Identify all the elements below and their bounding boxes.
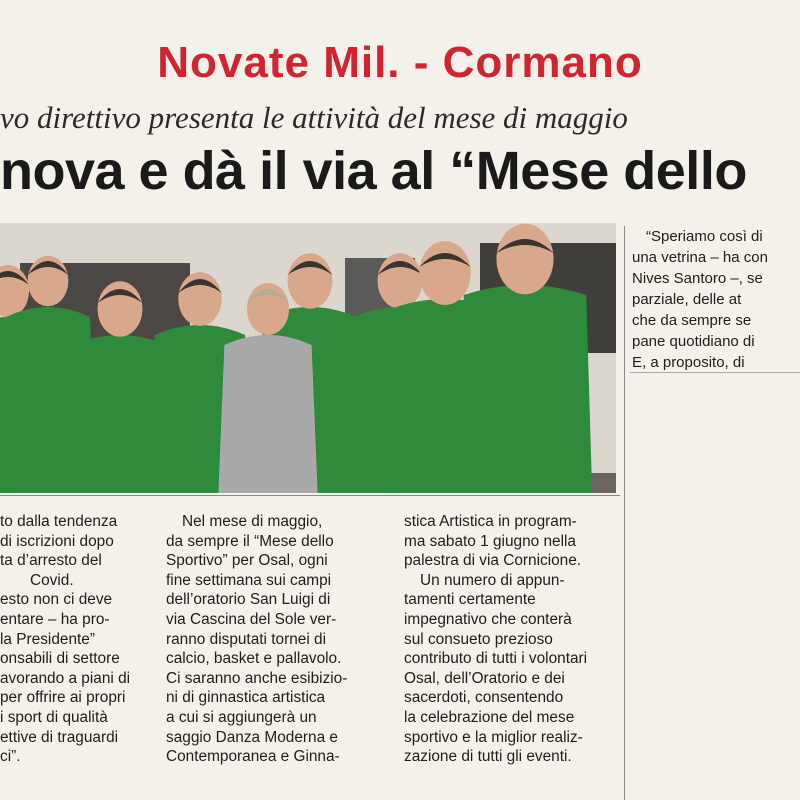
- text-line: a cui si aggiungerà un: [166, 708, 317, 726]
- text-line: la celebrazione del mese: [404, 708, 575, 726]
- text-line: Nel mese di maggio,: [182, 513, 323, 530]
- text-line: E, a proposito, di: [632, 354, 745, 371]
- rule-right-column: [624, 226, 625, 800]
- text-line: pane quotidiano di: [632, 333, 755, 350]
- text-line: fine settimana sui campi: [166, 571, 332, 589]
- text-line: entare – ha pro-: [0, 610, 110, 628]
- column-1: [0, 512, 152, 767]
- group-photo-illustration: [0, 223, 616, 493]
- person-head: [496, 224, 553, 295]
- column-3: [404, 512, 620, 767]
- text-line: per offrire ai propri: [0, 689, 126, 707]
- text-line: palestra di via Cornicione.: [404, 552, 582, 570]
- text-line: Nives Santoro –, se: [632, 270, 763, 287]
- text-line: che da sempre se: [632, 312, 752, 329]
- text-line: ci”.: [0, 748, 21, 766]
- article-headline: nova e dà il via al “Mese dello: [0, 141, 747, 201]
- text-line: onsabili di settore: [0, 650, 120, 668]
- text-line: Covid.: [30, 571, 74, 589]
- text-line: calcio, basket e pallavolo.: [166, 650, 342, 668]
- article-kicker: Novate Mil. - Cormano: [157, 38, 643, 87]
- text-line: ranno disputati tornei di: [166, 630, 326, 648]
- text-line: via Cascina del Sole ver-: [166, 610, 337, 628]
- text-line: zazione di tutti gli eventi.: [404, 748, 572, 766]
- text-line: ta d’arresto del: [0, 552, 102, 570]
- text-line: i sport di qualità: [0, 708, 108, 726]
- text-line: sul consueto prezioso: [404, 630, 553, 648]
- text-line: ettive di traguardi: [0, 728, 119, 746]
- text-line: una vetrina – ha con: [632, 249, 768, 266]
- text-line: avorando a piani di: [0, 669, 131, 687]
- article-subhead: vo direttivo presenta le attività del mese di maggio: [0, 100, 628, 135]
- text-line: Sportivo” per Osal, ogni: [166, 552, 328, 570]
- column-4: [632, 226, 800, 373]
- text-line: saggio Danza Moderna e: [166, 728, 338, 746]
- person-grey-hoodie: [218, 335, 317, 493]
- text-line: ma sabato 1 giugno nella: [404, 532, 576, 550]
- text-line: impegnativo che conterà: [404, 610, 572, 628]
- text-line: ni di ginnastica artistica: [166, 689, 326, 707]
- text-line: Contemporanea e Ginna-: [166, 748, 340, 766]
- text-line: Osal, dell’Oratorio e dei: [404, 669, 565, 687]
- text-line: esto non ci deve: [0, 591, 113, 609]
- rule-under-photo: [0, 495, 620, 496]
- text-line: Un numero di appun-: [420, 571, 565, 589]
- text-line: dell’oratorio San Luigi di: [166, 591, 331, 609]
- text-line: la Presidente”: [0, 630, 95, 648]
- text-line: Ci saranno anche esibizio-: [166, 669, 348, 687]
- text-line: parziale, delle at: [632, 291, 742, 308]
- column-2: [166, 512, 388, 767]
- text-line: sacerdoti, consentendo: [404, 689, 564, 707]
- text-line: “Speriamo così di: [646, 228, 763, 245]
- person-green-tracksuit: [458, 285, 592, 493]
- text-line: tamenti certamente: [404, 591, 536, 609]
- photo: [0, 223, 616, 493]
- text-line: to dalla tendenza: [0, 513, 118, 530]
- text-line: stica Artistica in program-: [404, 513, 577, 530]
- text-line: contributo di tutti i volontari: [404, 650, 588, 668]
- text-line: di iscrizioni dopo: [0, 532, 114, 550]
- person-head: [419, 241, 471, 305]
- text-line: da sempre il “Mese dello: [166, 532, 334, 550]
- text-line: sportivo e la miglior realiz-: [404, 728, 583, 746]
